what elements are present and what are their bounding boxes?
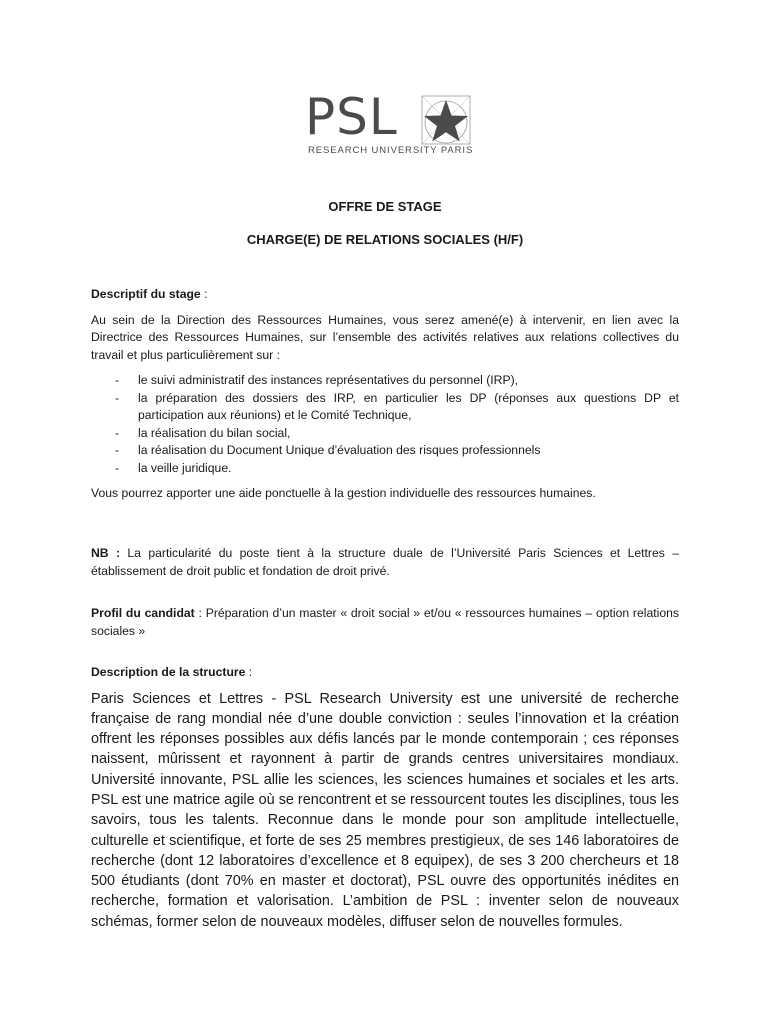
profil-text: : Préparation d’un master « droit social » et/ou « ressources humaines – option relations sociales » [91, 606, 679, 638]
structure-heading-label: Description de la structure [91, 665, 246, 679]
list-item: - la préparation des dossiers des IRP, en particulier les DP (réponses aux questions DP et participation aux réunions) et le Comité Technique, [91, 390, 679, 425]
descriptif-heading-label: Descriptif du stage [91, 287, 201, 301]
star-icon [421, 95, 471, 145]
descriptif-section [91, 286, 679, 503]
structure-heading-suffix: : [245, 665, 253, 679]
structure-heading [91, 664, 679, 682]
position-title: CHARGE(E) DE RELATIONS SOCIALES (H/F) [246, 232, 524, 247]
structure-text: Paris Sciences et Lettres - PSL Research University est une université de recherche française de rang mondial née d’une double conviction : seules l’innovation et la création offrent les réponses possibles aux défis lancés par le monde contemporain ; ces réponses naissent, mûrissent et rayonnent à partir de grands centres universitaires mondiaux. Université innovante, PSL allie les sciences, les sciences humaines et sociales et les arts. PSL est une matrice agile où se rencontrent et se ressourcent toutes les disciplines, tous les savoirs, tous les talents. Reconnue dans le monde pour son amplitude intellectuelle, culturelle et scientifique, et forte de ses 25 membres prestigieux, de ses 146 laboratoires de recherche (dont 12 laboratoires d’excellence et 8 equipex), de ses 3 200 chercheurs et 18 500 étudiants (dont 70% en master et doctorat), PSL ouvre des opportunités inédites en recherche, formation et valorisation. L’ambition de PSL : inventer selon de nouveaux schémas, former selon de nouveaux modèles, diffuser selon de nouvelles formules. [91, 690, 679, 930]
logo-wordmark: PSL [305, 88, 398, 146]
list-item: - le suivi administratif des instances représentatives du personnel (IRP), [91, 372, 679, 390]
list-item: - la veille juridique. [91, 460, 679, 478]
task-list [91, 372, 679, 477]
list-item: - la réalisation du Document Unique d’évaluation des risques professionnels [91, 442, 679, 460]
logo-subtitle: RESEARCH UNIVERSITY PARIS [308, 145, 474, 156]
descriptif-outro: Vous pourrez apporter une aide ponctuelle à la gestion individuelle des ressources humaines. [91, 486, 596, 500]
nb-text: La particularité du poste tient à la structure duale de l’Université Paris Sciences et Lettres – établissement de droit public et fondation de droit privé. [91, 546, 679, 578]
nb-paragraph [91, 545, 679, 580]
psl-logo [305, 88, 475, 163]
list-item: - la réalisation du bilan social, [91, 425, 679, 443]
descriptif-heading-suffix: : [200, 287, 208, 301]
descriptif-heading [91, 286, 679, 304]
nb-section [91, 545, 679, 580]
profil-paragraph [91, 605, 679, 640]
descriptif-intro: Au sein de la Direction des Ressources Humaines, vous serez amené(e) à intervenir, en lien avec la Directrice des Ressources Humaines, sur l’ensemble des activités relatives aux relations collectives du travail et plus particulièrement sur : [91, 312, 679, 362]
structure-section [91, 664, 679, 932]
nb-label: NB : [91, 546, 121, 560]
profil-label: Profil du candidat [91, 606, 195, 620]
offer-title: OFFRE DE STAGE [328, 199, 442, 214]
profil-section [91, 605, 679, 640]
